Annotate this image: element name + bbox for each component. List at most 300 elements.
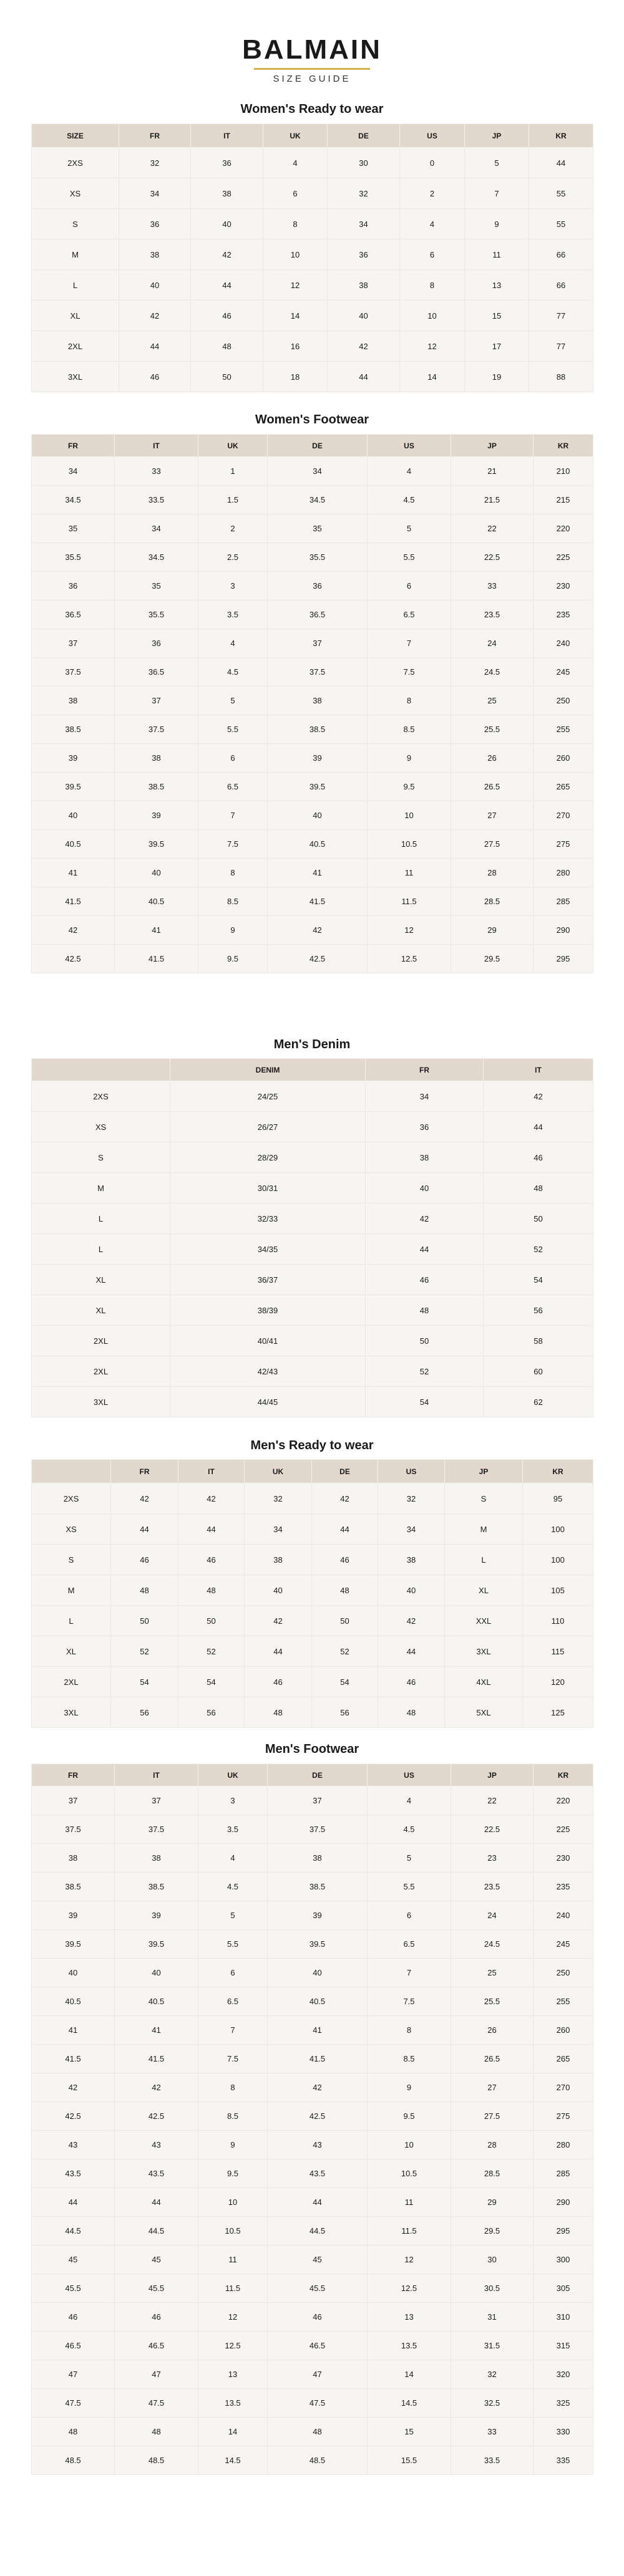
table-cell: 9.5 xyxy=(368,773,451,801)
table-cell: 4 xyxy=(198,1844,268,1873)
table-cell: 62 xyxy=(484,1387,593,1417)
table-cell: S xyxy=(445,1483,523,1514)
size-table xyxy=(31,1763,593,2475)
table-cell: M xyxy=(32,1173,170,1204)
table-cell: 95 xyxy=(523,1483,593,1514)
table-cell: 40 xyxy=(191,209,263,239)
column-header: JP xyxy=(465,124,529,148)
table-cell: 48 xyxy=(245,1697,312,1728)
table-cell: 12 xyxy=(263,270,328,301)
table-cell: L xyxy=(32,270,119,301)
column-header: KR xyxy=(534,1764,593,1787)
table-cell: 6.5 xyxy=(368,1930,451,1959)
table-row xyxy=(32,1636,593,1667)
table-row xyxy=(32,1173,593,1204)
table-cell: 34 xyxy=(366,1081,484,1112)
table-cell: 46 xyxy=(191,301,263,331)
column-header: FR xyxy=(366,1059,484,1081)
table-cell: 14.5 xyxy=(198,2446,268,2475)
size-table xyxy=(31,123,593,392)
table-cell: 34/35 xyxy=(170,1234,366,1265)
table-cell: 35 xyxy=(268,514,368,543)
section-mens-denim xyxy=(31,1035,593,1407)
table-cell: 41 xyxy=(268,859,368,887)
table-cell: 60 xyxy=(484,1356,593,1387)
table-cell: 3.5 xyxy=(198,601,268,629)
table-cell: 28.5 xyxy=(451,887,534,916)
table-cell: 42 xyxy=(366,1204,484,1234)
table-row xyxy=(32,744,593,773)
column-header: FR xyxy=(32,1764,115,1787)
table-cell: 50 xyxy=(178,1606,245,1636)
table-cell: 9 xyxy=(465,209,529,239)
table-cell: 11.5 xyxy=(198,2274,268,2303)
table-cell: 33 xyxy=(451,572,534,601)
table-cell: 42.5 xyxy=(268,945,368,973)
table-row xyxy=(32,2188,593,2217)
table-cell: M xyxy=(445,1514,523,1545)
table-cell: 5XL xyxy=(445,1697,523,1728)
table-cell: 100 xyxy=(523,1545,593,1575)
table-cell: 250 xyxy=(534,1959,593,1987)
table-row xyxy=(32,945,593,973)
column-header: UK xyxy=(263,124,328,148)
table-cell: 7 xyxy=(465,178,529,209)
table-cell: 44 xyxy=(484,1112,593,1142)
table-cell: 40 xyxy=(32,801,115,830)
table-cell: L xyxy=(32,1234,170,1265)
table-cell: 38 xyxy=(32,687,115,715)
table-cell: 48 xyxy=(111,1575,178,1606)
size-table xyxy=(31,1459,593,1728)
table-cell: 32 xyxy=(119,148,191,178)
table-cell: 8 xyxy=(263,209,328,239)
table-cell: 275 xyxy=(534,830,593,859)
table-cell: 48 xyxy=(484,1173,593,1204)
table-cell: 40.5 xyxy=(268,1987,368,2016)
table-cell: 41 xyxy=(268,2016,368,2045)
table-cell: 41.5 xyxy=(115,2045,198,2073)
table-cell: 43 xyxy=(115,2131,198,2159)
table-cell: 39 xyxy=(32,744,115,773)
table-cell: 5 xyxy=(368,1844,451,1873)
table-row xyxy=(32,2446,593,2475)
section-womens-footwear xyxy=(31,410,593,963)
table-cell: L xyxy=(445,1545,523,1575)
table-cell: 245 xyxy=(534,658,593,687)
table-cell: 29.5 xyxy=(451,2217,534,2246)
table-row xyxy=(32,629,593,658)
table-cell: 35.5 xyxy=(32,543,115,572)
table-cell: 40 xyxy=(366,1173,484,1204)
table-row xyxy=(32,178,593,209)
table-cell: 8 xyxy=(368,2016,451,2045)
table-cell: 2XL xyxy=(32,331,119,362)
table-cell: 240 xyxy=(534,629,593,658)
table-cell: 28/29 xyxy=(170,1142,366,1173)
table-row xyxy=(32,1844,593,1873)
table-row xyxy=(32,2073,593,2102)
brand-underline xyxy=(254,68,370,70)
table-cell: 2.5 xyxy=(198,543,268,572)
table-cell: 55 xyxy=(529,178,593,209)
table-cell: 2XS xyxy=(32,148,119,178)
table-cell: 280 xyxy=(534,2131,593,2159)
table-cell: 33.5 xyxy=(115,486,198,514)
column-header: JP xyxy=(451,435,534,457)
table-cell: 50 xyxy=(366,1326,484,1356)
table-cell: 38.5 xyxy=(268,1873,368,1901)
table-cell: 26 xyxy=(451,2016,534,2045)
table-cell: 11 xyxy=(368,2188,451,2217)
table-row xyxy=(32,209,593,239)
column-header: FR xyxy=(32,435,115,457)
table-row xyxy=(32,1514,593,1545)
section-title: Women's Ready to wear xyxy=(240,102,384,116)
table-cell: 56 xyxy=(312,1697,378,1728)
table-cell: 37 xyxy=(32,1787,115,1815)
table-cell: 3 xyxy=(198,572,268,601)
table-cell: XL xyxy=(32,1265,170,1295)
table-cell: 270 xyxy=(534,2073,593,2102)
table-cell: S xyxy=(32,209,119,239)
table-cell: 42.5 xyxy=(32,2102,115,2131)
table-cell: 38 xyxy=(115,1844,198,1873)
table-cell: 26 xyxy=(451,744,534,773)
column-header: IT xyxy=(115,1764,198,1787)
table-cell: 13.5 xyxy=(368,2332,451,2360)
table-cell: 8 xyxy=(198,859,268,887)
table-cell: 32 xyxy=(378,1483,445,1514)
table-cell: 325 xyxy=(534,2389,593,2418)
table-cell: 285 xyxy=(534,2159,593,2188)
table-cell: 37 xyxy=(268,1787,368,1815)
table-cell: 3XL xyxy=(445,1636,523,1667)
table-cell: 47.5 xyxy=(268,2389,368,2418)
table-cell: 42 xyxy=(328,331,400,362)
table-cell: 44.5 xyxy=(32,2217,115,2246)
table-cell: 36.5 xyxy=(268,601,368,629)
table-row xyxy=(32,1815,593,1844)
table-cell: 39.5 xyxy=(115,830,198,859)
column-header: SIZE xyxy=(32,124,119,148)
table-cell: 11 xyxy=(198,2246,268,2274)
table-row xyxy=(32,239,593,270)
column-header: US xyxy=(378,1460,445,1483)
table-cell: 9 xyxy=(368,2073,451,2102)
table-cell: 48.5 xyxy=(268,2446,368,2475)
table-cell: 6 xyxy=(368,572,451,601)
table-cell: L xyxy=(32,1204,170,1234)
table-row xyxy=(32,1265,593,1295)
column-header: FR xyxy=(111,1460,178,1483)
table-row xyxy=(32,658,593,687)
table-cell: 220 xyxy=(534,514,593,543)
table-cell: 25 xyxy=(451,687,534,715)
table-cell: 50 xyxy=(312,1606,378,1636)
table-cell: 9 xyxy=(198,2131,268,2159)
table-cell: 31.5 xyxy=(451,2332,534,2360)
table-row xyxy=(32,1142,593,1173)
table-cell: 41.5 xyxy=(32,2045,115,2073)
table-cell: 27 xyxy=(451,801,534,830)
table-cell: 9 xyxy=(198,916,268,945)
column-header: UK xyxy=(245,1460,312,1483)
column-header: KR xyxy=(534,435,593,457)
table-row xyxy=(32,1326,593,1356)
table-cell: 44.5 xyxy=(115,2217,198,2246)
table-cell: 310 xyxy=(534,2303,593,2332)
table-cell: 42.5 xyxy=(32,945,115,973)
table-cell: 46 xyxy=(119,362,191,392)
table-cell: 32/33 xyxy=(170,1204,366,1234)
table-cell: 43 xyxy=(32,2131,115,2159)
table-cell: 34 xyxy=(245,1514,312,1545)
column-header: US xyxy=(368,435,451,457)
table-cell: 41 xyxy=(32,2016,115,2045)
table-cell: 11.5 xyxy=(368,887,451,916)
table-cell: 52 xyxy=(484,1234,593,1265)
table-cell: 46 xyxy=(111,1545,178,1575)
page-subtitle: SIZE GUIDE xyxy=(273,74,351,84)
table-cell: 44 xyxy=(378,1636,445,1667)
table-row xyxy=(32,486,593,514)
table-cell: 30 xyxy=(451,2246,534,2274)
table-cell: 40.5 xyxy=(268,830,368,859)
table-row xyxy=(32,572,593,601)
table-cell: 14.5 xyxy=(368,2389,451,2418)
table-row xyxy=(32,1697,593,1728)
table-cell: 300 xyxy=(534,2246,593,2274)
table-row xyxy=(32,2332,593,2360)
table-row xyxy=(32,2102,593,2131)
table-cell: 6 xyxy=(263,178,328,209)
table-row xyxy=(32,1987,593,2016)
table-cell: 55 xyxy=(529,209,593,239)
table-cell: 66 xyxy=(529,270,593,301)
header xyxy=(0,0,624,94)
table-row xyxy=(32,2016,593,2045)
table-cell: 4 xyxy=(400,209,465,239)
table-row xyxy=(32,773,593,801)
table-row xyxy=(32,1387,593,1417)
table-cell: 48 xyxy=(378,1697,445,1728)
table-row xyxy=(32,2159,593,2188)
table-cell: 46 xyxy=(366,1265,484,1295)
table-cell: 46 xyxy=(32,2303,115,2332)
table-cell: 2XS xyxy=(32,1483,111,1514)
table-cell: 9.5 xyxy=(198,2159,268,2188)
table-row xyxy=(32,2418,593,2446)
section-mens-footwear xyxy=(31,1740,593,2465)
table-cell: 3XL xyxy=(32,1387,170,1417)
table-row xyxy=(32,1873,593,1901)
table-cell: 10 xyxy=(400,301,465,331)
size-table xyxy=(31,434,593,973)
table-cell: 42.5 xyxy=(115,2102,198,2131)
table-cell: 45 xyxy=(268,2246,368,2274)
table-cell: 47.5 xyxy=(115,2389,198,2418)
table-cell: 235 xyxy=(534,1873,593,1901)
table-cell: 38.5 xyxy=(32,715,115,744)
table-cell: 39.5 xyxy=(268,773,368,801)
table-cell: 54 xyxy=(111,1667,178,1697)
table-cell: 5.5 xyxy=(368,543,451,572)
table-cell: 36 xyxy=(115,629,198,658)
table-cell: 7.5 xyxy=(368,1987,451,2016)
table-cell: 39 xyxy=(268,1901,368,1930)
table-cell: 34.5 xyxy=(115,543,198,572)
table-cell: 22 xyxy=(451,1787,534,1815)
table-cell: 120 xyxy=(523,1667,593,1697)
table-cell: XXL xyxy=(445,1606,523,1636)
table-cell: 44 xyxy=(328,362,400,392)
table-cell: 39 xyxy=(115,1901,198,1930)
table-cell: 77 xyxy=(529,301,593,331)
table-cell: 16 xyxy=(263,331,328,362)
table-cell: 43.5 xyxy=(32,2159,115,2188)
table-cell: 31 xyxy=(451,2303,534,2332)
table-cell: 275 xyxy=(534,2102,593,2131)
table-cell: 27.5 xyxy=(451,830,534,859)
table-cell: 40.5 xyxy=(115,887,198,916)
table-row xyxy=(32,859,593,887)
section-title: Men's Denim xyxy=(273,1038,351,1051)
table-cell: 10.5 xyxy=(368,2159,451,2188)
table-cell: 42 xyxy=(32,916,115,945)
table-row xyxy=(32,1787,593,1815)
table-cell: 4 xyxy=(368,457,451,486)
table-cell: 18 xyxy=(263,362,328,392)
table-cell: 46 xyxy=(245,1667,312,1697)
table-cell: 13 xyxy=(198,2360,268,2389)
table-cell: 14 xyxy=(263,301,328,331)
table-cell: 10 xyxy=(368,801,451,830)
table-cell: 225 xyxy=(534,1815,593,1844)
table-cell: 40 xyxy=(119,270,191,301)
table-cell: 38 xyxy=(268,687,368,715)
table-cell: 38.5 xyxy=(268,715,368,744)
table-cell: 115 xyxy=(523,1636,593,1667)
table-cell: 27 xyxy=(451,2073,534,2102)
table-cell: 5.5 xyxy=(198,1930,268,1959)
table-cell: 9 xyxy=(368,744,451,773)
column-header: DE xyxy=(328,124,400,148)
table-cell: 21.5 xyxy=(451,486,534,514)
table-cell: 40 xyxy=(245,1575,312,1606)
table-cell: 32 xyxy=(451,2360,534,2389)
table-cell: 37.5 xyxy=(32,658,115,687)
table-cell: 12.5 xyxy=(198,2332,268,2360)
table-cell: 8.5 xyxy=(368,715,451,744)
table-cell: 54 xyxy=(366,1387,484,1417)
table-cell: 41.5 xyxy=(115,945,198,973)
table-cell: 66 xyxy=(529,239,593,270)
table-cell: 37 xyxy=(115,1787,198,1815)
table-cell: XL xyxy=(445,1575,523,1606)
table-cell: 38.5 xyxy=(115,1873,198,1901)
table-cell: 42 xyxy=(312,1483,378,1514)
table-cell: 110 xyxy=(523,1606,593,1636)
table-cell: 29.5 xyxy=(451,945,534,973)
table-cell: 47.5 xyxy=(32,2389,115,2418)
table-cell: 34 xyxy=(268,457,368,486)
table-cell: 44 xyxy=(268,2188,368,2217)
table-cell: 315 xyxy=(534,2332,593,2360)
table-cell: 36 xyxy=(32,572,115,601)
table-cell: 36 xyxy=(119,209,191,239)
table-cell: XS xyxy=(32,1112,170,1142)
table-row xyxy=(32,1356,593,1387)
table-cell: 220 xyxy=(534,1787,593,1815)
table-cell: L xyxy=(32,1606,111,1636)
table-cell: 40 xyxy=(328,301,400,331)
table-cell: S xyxy=(32,1142,170,1173)
table-cell: 11 xyxy=(368,859,451,887)
table-cell: 255 xyxy=(534,715,593,744)
table-cell: 46 xyxy=(378,1667,445,1697)
table-cell: 41.5 xyxy=(268,887,368,916)
table-cell: 56 xyxy=(111,1697,178,1728)
table-cell: 9.5 xyxy=(368,2102,451,2131)
table-cell: 10 xyxy=(263,239,328,270)
table-cell: 40 xyxy=(268,1959,368,1987)
table-cell: 10 xyxy=(368,2131,451,2159)
table-row xyxy=(32,687,593,715)
table-cell: 39 xyxy=(115,801,198,830)
table-cell: 39 xyxy=(32,1901,115,1930)
table-cell: 88 xyxy=(529,362,593,392)
table-cell: 46 xyxy=(484,1142,593,1173)
table-cell: 40 xyxy=(115,859,198,887)
table-cell: 6 xyxy=(400,239,465,270)
table-cell: 45 xyxy=(32,2246,115,2274)
table-cell: 42 xyxy=(484,1081,593,1112)
table-cell: 45.5 xyxy=(268,2274,368,2303)
table-cell: 48 xyxy=(178,1575,245,1606)
table-cell: 34 xyxy=(119,178,191,209)
table-cell: 44 xyxy=(312,1514,378,1545)
table-cell: 44 xyxy=(191,270,263,301)
table-cell: 37.5 xyxy=(115,715,198,744)
table-cell: 13 xyxy=(465,270,529,301)
column-header: IT xyxy=(115,435,198,457)
table-cell: 35 xyxy=(32,514,115,543)
table-cell: 0 xyxy=(400,148,465,178)
table-cell: 7 xyxy=(198,801,268,830)
table-cell: 5.5 xyxy=(368,1873,451,1901)
table-cell: 46 xyxy=(115,2303,198,2332)
table-cell: 2 xyxy=(400,178,465,209)
table-cell: 22.5 xyxy=(451,543,534,572)
table-cell: 36/37 xyxy=(170,1265,366,1295)
table-row xyxy=(32,2217,593,2246)
table-cell: 48 xyxy=(32,2418,115,2446)
table-cell: 15 xyxy=(368,2418,451,2446)
table-row xyxy=(32,331,593,362)
table-cell: 44/45 xyxy=(170,1387,366,1417)
table-row xyxy=(32,1204,593,1234)
column-header: IT xyxy=(178,1460,245,1483)
table-cell: 26.5 xyxy=(451,773,534,801)
table-cell: 44 xyxy=(111,1514,178,1545)
table-cell: M xyxy=(32,1575,111,1606)
table-row xyxy=(32,457,593,486)
table-cell: 4.5 xyxy=(368,486,451,514)
column-header: IT xyxy=(484,1059,593,1081)
table-cell: 265 xyxy=(534,2045,593,2073)
table-cell: 23.5 xyxy=(451,1873,534,1901)
